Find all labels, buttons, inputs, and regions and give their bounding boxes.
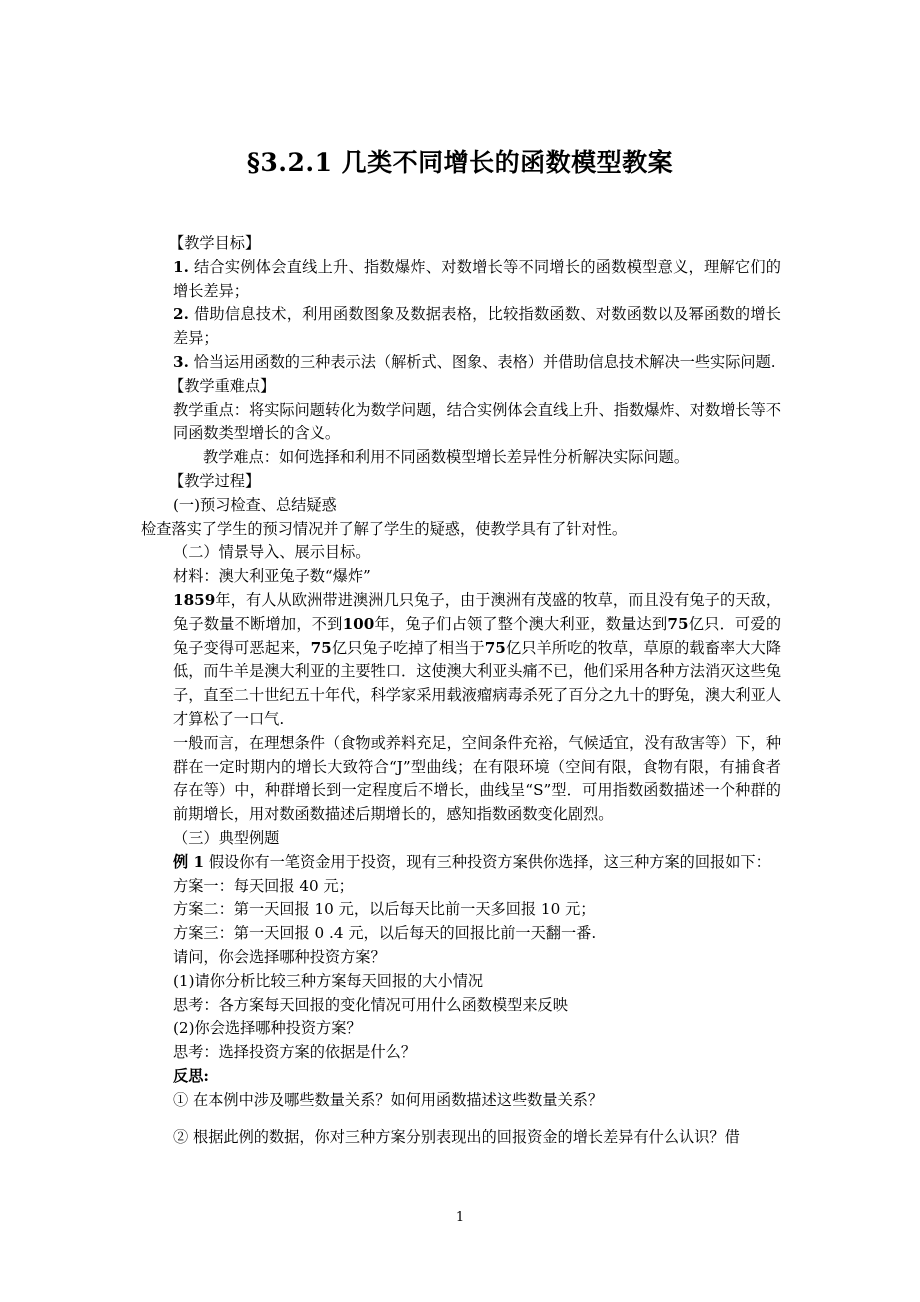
document-body bbox=[141, 232, 781, 1150]
question-1: (1)请你分析比较三种方案每天回报的大小情况 bbox=[173, 971, 484, 990]
objective-number: 3. bbox=[173, 352, 189, 371]
plan-3: 方案三：第一天回报 0 .4 元，以后每天的回报比前一天翻一番. bbox=[173, 924, 597, 943]
material-number: 75 bbox=[484, 638, 506, 657]
objective-item-3 bbox=[141, 351, 781, 375]
reflection-2: ② 根据此例的数据，你对三种方案分别表现出的回报资金的增长差异有什么认识？借 bbox=[173, 1128, 740, 1147]
example-1 bbox=[141, 851, 781, 875]
material-year: 1859 bbox=[173, 590, 216, 609]
page-number: 1 bbox=[455, 1210, 465, 1225]
section-1-text: 检查落实了学生的预习情况并了解了学生的疑惑，使教学具有了针对性。 bbox=[141, 519, 627, 538]
general-paragraph: 一般而言，在理想条件（食物或养料充足，空间条件充裕，气候适宜，没有敌害等）下，种群在一定时期内的增长大致符合“J”型曲线；在有限环境（空间有限，食物有限，有捕食者存在等）中，种群增长到一定程度后不增长，曲线呈“S”型．可用指数函数描述一个种群的前期增长，用对数函数描述后期增长的，感知指数函数变化剧烈。 bbox=[173, 733, 781, 824]
section-2-title: （二）情景导入、展示目标。 bbox=[173, 543, 371, 562]
objective-number: 2. bbox=[173, 305, 189, 324]
plan-2: 方案二：第一天回报 10 元，以后每天比前一天多回报 10 元； bbox=[173, 900, 596, 919]
section-3-title: （三）典型例题 bbox=[173, 828, 280, 847]
material-text: 亿只羊所吃的牧草，草原的载畜率大大降低，而牛羊是澳大利亚的主要牲口．这使澳大利亚头痛不已，他们采用各种方法消灭这些兔子，直至二十世纪五十年代，科学家采用载液瘤病毒杀死了百分之九十的野兔，澳大利亚人才算松了一口气. bbox=[173, 638, 782, 728]
document-title: §3.2.1 几类不同增长的函数模型教案 bbox=[246, 148, 674, 177]
question: 请问，你会选择哪种投资方案？ bbox=[173, 947, 386, 966]
example-label: 例 1 bbox=[173, 852, 205, 871]
material-number: 75 bbox=[310, 638, 332, 657]
material-paragraph bbox=[141, 589, 781, 732]
keypoint-focus: 教学重点：将实际问题转化为数学问题，结合实例体会直线上升、指数爆炸、对数增长等不同函数类型增长的含义。 bbox=[173, 400, 781, 443]
example-text: 假设你有一笔资金用于投资，现有三种投资方案供你选择，这三种方案的回报如下： bbox=[204, 852, 771, 871]
material-number: 100 bbox=[342, 614, 375, 633]
keypoint-difficulty: 教学难点：如何选择和利用不同函数模型增长差异性分析解决实际问题。 bbox=[203, 448, 689, 467]
objective-text: 恰当运用函数的三种表示法（解析式、图象、表格）并借助信息技术解决一些实际问题. bbox=[188, 352, 776, 371]
objective-text: 结合实例体会直线上升、指数爆炸、对数增长等不同增长的函数模型意义，理解它们的增长差异； bbox=[173, 257, 781, 300]
objectives-heading: 【教学目标】 bbox=[169, 234, 261, 252]
reflection-heading: 反思: bbox=[173, 1066, 209, 1085]
objective-number: 1. bbox=[173, 257, 189, 276]
material-title: 材料：澳大利亚兔子数“爆炸” bbox=[173, 567, 371, 586]
think-1: 思考：各方案每天回报的变化情况可用什么函数模型来反映 bbox=[173, 995, 568, 1014]
material-number: 75 bbox=[667, 614, 689, 633]
think-2: 思考：选择投资方案的依据是什么？ bbox=[173, 1043, 416, 1062]
material-text: 亿只．可爱的兔子变得可恶起来， bbox=[173, 614, 782, 657]
objective-item-2 bbox=[141, 303, 781, 351]
material-text: 年，兔子们占领了整个澳大利亚，数量达到 bbox=[374, 614, 668, 633]
section-1-title: (一)预习检查、总结疑惑 bbox=[173, 495, 337, 514]
reflection-1: ① 在本例中涉及哪些数量关系？如何用函数描述这些数量关系？ bbox=[173, 1090, 604, 1109]
material-text: 亿只兔子吃掉了相当于 bbox=[331, 638, 485, 657]
plan-1: 方案一：每天回报 40 元； bbox=[173, 876, 354, 895]
material-text: 年，有人从欧洲带进澳洲几只兔子，由于澳洲有茂盛的牧草，而且没有兔子的天敌，兔子数量不断增加，不到 bbox=[173, 590, 781, 633]
objective-item-1 bbox=[141, 256, 781, 304]
objective-text: 借助信息技术，利用函数图象及数据表格，比较指数函数、对数函数以及幂函数的增长差异； bbox=[173, 305, 781, 348]
process-heading: 【教学过程】 bbox=[169, 471, 261, 490]
keypoints-heading: 【教学重难点】 bbox=[169, 376, 276, 395]
question-2: (2)你会选择哪种投资方案？ bbox=[173, 1019, 362, 1038]
